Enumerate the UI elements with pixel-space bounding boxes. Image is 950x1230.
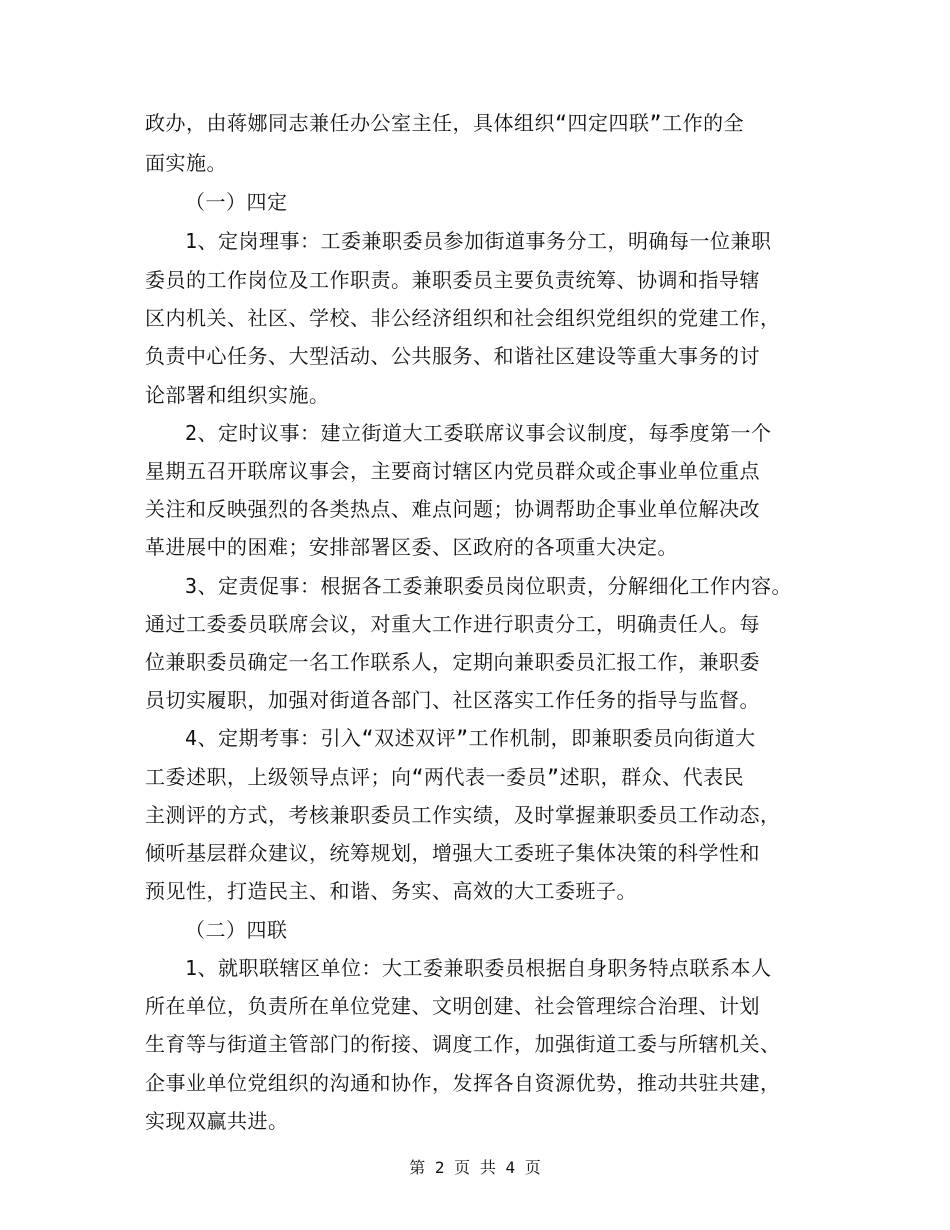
body-text-line: 1、就职联辖区单位：大工委兼职委员根据自身职务特点联系本人 [185, 956, 772, 980]
body-text-line: 关注和反映强烈的各类热点、难点问题；协调帮助企事业单位解决改 [145, 497, 760, 521]
body-text-line: 革进展中的困难；安排部署区委、区政府的各项重大决定。 [145, 535, 678, 559]
body-text-line: 员切实履职，加强对街道各部门、社区落实工作任务的指导与监督。 [145, 688, 760, 712]
body-text-line: 星期五召开联席议事会，主要商讨辖区内党员群众或企事业单位重点 [145, 459, 760, 483]
body-text-line: 4、定期考事：引入“双述双评”工作机制，即兼职委员向街道大 [185, 726, 756, 750]
body-text-line: 面实施。 [145, 151, 227, 175]
body-text-line: 区内机关、社区、学校、非公经济组织和社会组织党组织的党建工作， [145, 306, 781, 330]
body-text-line: 1、定岗理事：工委兼职委员参加街道事务分工，明确每一位兼职 [185, 229, 772, 253]
body-text-line: 工委述职，上级领导点评；向“两代表一委员”述职，群众、代表民 [145, 765, 745, 789]
body-text-line: 企事业单位党组织的沟通和协作，发挥各自资源优势，推动共驻共建， [145, 1071, 781, 1095]
body-text-line: 主测评的方式，考核兼职委员工作实绩，及时掌握兼职委员工作动态， [145, 803, 781, 827]
body-text-line: 生育等与街道主管部门的衔接、调度工作，加强街道工委与所辖机关、 [145, 1032, 781, 1056]
body-text-line: 所在单位，负责所在单位党建、文明创建、社会管理综合治理、计划 [145, 994, 760, 1018]
body-text-line: 实现双赢共进。 [145, 1109, 289, 1133]
body-text-line: 委员的工作岗位及工作职责。兼职委员主要负责统筹、协调和指导辖 [145, 268, 760, 292]
body-text-line: 通过工委委员联席会议，对重大工作进行职责分工，明确责任人。每 [145, 612, 760, 636]
body-text-line: 政办，由蒋娜同志兼任办公室主任，具体组织“四定四联”工作的全 [145, 111, 745, 135]
body-text-line: 预见性，打造民主、和谐、务实、高效的大工委班子。 [145, 879, 637, 903]
body-text-line: 论部署和组织实施。 [145, 383, 330, 407]
body-text-line: 2、定时议事：建立街道大工委联席议事会议制度，每季度第一个 [185, 421, 772, 445]
section-heading: （二）四联 [185, 918, 288, 942]
page-footer: 第 2 页 共 4 页 [409, 1158, 541, 1177]
body-text-line: 倾听基层群众建议，统筹规划，增强大工委班子集体决策的科学性和 [145, 841, 760, 865]
section-heading: （一）四定 [185, 190, 288, 214]
body-text-line: 3、定责促事：根据各工委兼职委员岗位职责，分解细化工作内容。 [185, 574, 793, 598]
body-text-line: 位兼职委员确定一名工作联系人，定期向兼职委员汇报工作，兼职委 [145, 650, 760, 674]
body-text-line: 负责中心任务、大型活动、公共服务、和谐社区建设等重大事务的讨 [145, 344, 760, 368]
